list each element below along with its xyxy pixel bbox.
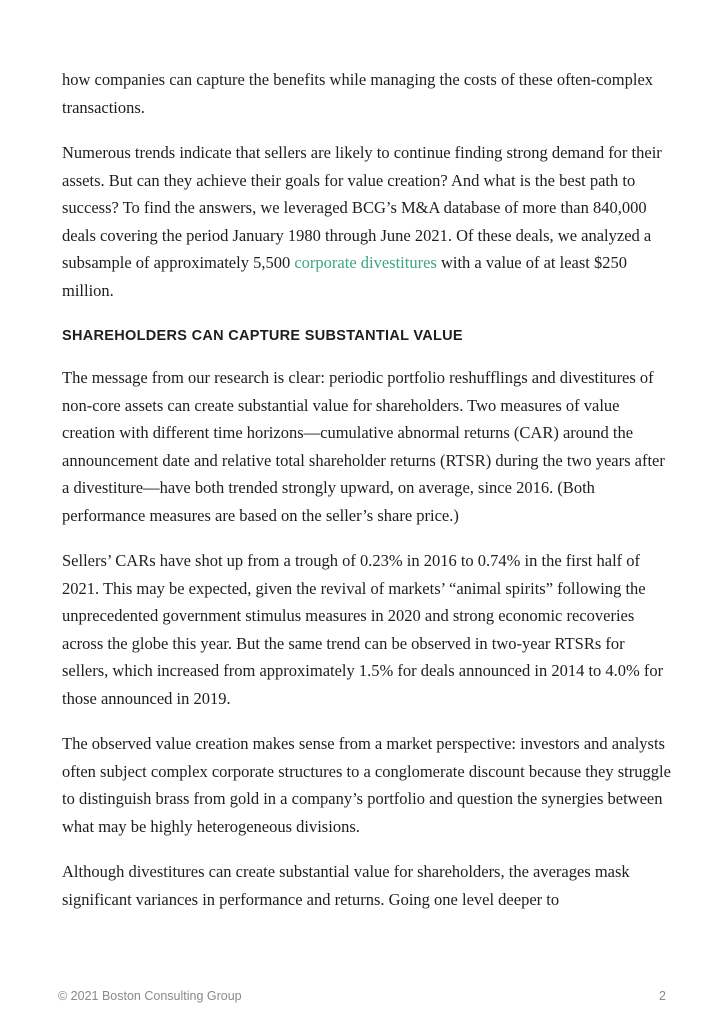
- paragraph-market-perspective: The observed value creation makes sense from a market perspective: investors and analysts often subject complex corporate structures to a conglomerate discount because they struggle to distinguish brass from gold in a company’s portfolio and question the synergies between what may be highly heterogeneous divisions.: [62, 734, 671, 836]
- article-body: [62, 66, 674, 913]
- paragraph-trends-text: Numerous trends indicate that sellers are likely to continue finding strong demand for their assets. But can they achieve their goals for value creation? And what is the best path to success? To find the answers, we leveraged BCG’s M&A database of more than 840,000 deals covering the period January 1980 through June 2021. Of these deals, we analyzed a subsample of approximately 5,500: [62, 143, 662, 272]
- paragraph-trends-tail: with a value of at least $250 million.: [62, 253, 627, 300]
- corporate-divestitures-link[interactable]: corporate divestitures: [294, 253, 437, 272]
- paragraph-variances: Although divestitures can create substantial value for shareholders, the averages mask significant variances in performance and returns. Going one level deeper to: [62, 862, 630, 909]
- page-number: 2: [659, 989, 666, 1003]
- copyright: © 2021 Boston Consulting Group: [58, 989, 242, 1003]
- section-heading: SHAREHOLDERS CAN CAPTURE SUBSTANTIAL VALUE: [62, 328, 463, 344]
- paragraph-trends: [62, 139, 674, 304]
- paragraph-intro: how companies can capture the benefits while managing the costs of these often-complex transactions.: [62, 70, 654, 117]
- paragraph-research: The message from our research is clear: periodic portfolio reshufflings and divestitures of non-core assets can create substantial value for shareholders. Two measures of value creation with different time horizons—cumulative abnormal returns (CAR) around the announcement date and relative total shareholder returns (RTSR) during the two years after a divestiture—have both trended strongly upward, on average, since 2016. (Both performance measures are based on the seller’s share price.): [62, 368, 665, 525]
- paragraph-cars: Sellers’ CARs have shot up from a trough of 0.23% in 2016 to 0.74% in the first half of 2021. This may be expected, given the revival of markets’ “animal spirits” following the unprecedented government stimulus measures in 2020 and strong economic recoveries across the globe this year. But the same trend can be observed in two-year RTSRs for sellers, which increased from approximately 1.5% for deals announced in 2014 to 4.0% for those announced in 2019.: [62, 551, 664, 708]
- page-footer: [58, 989, 666, 1003]
